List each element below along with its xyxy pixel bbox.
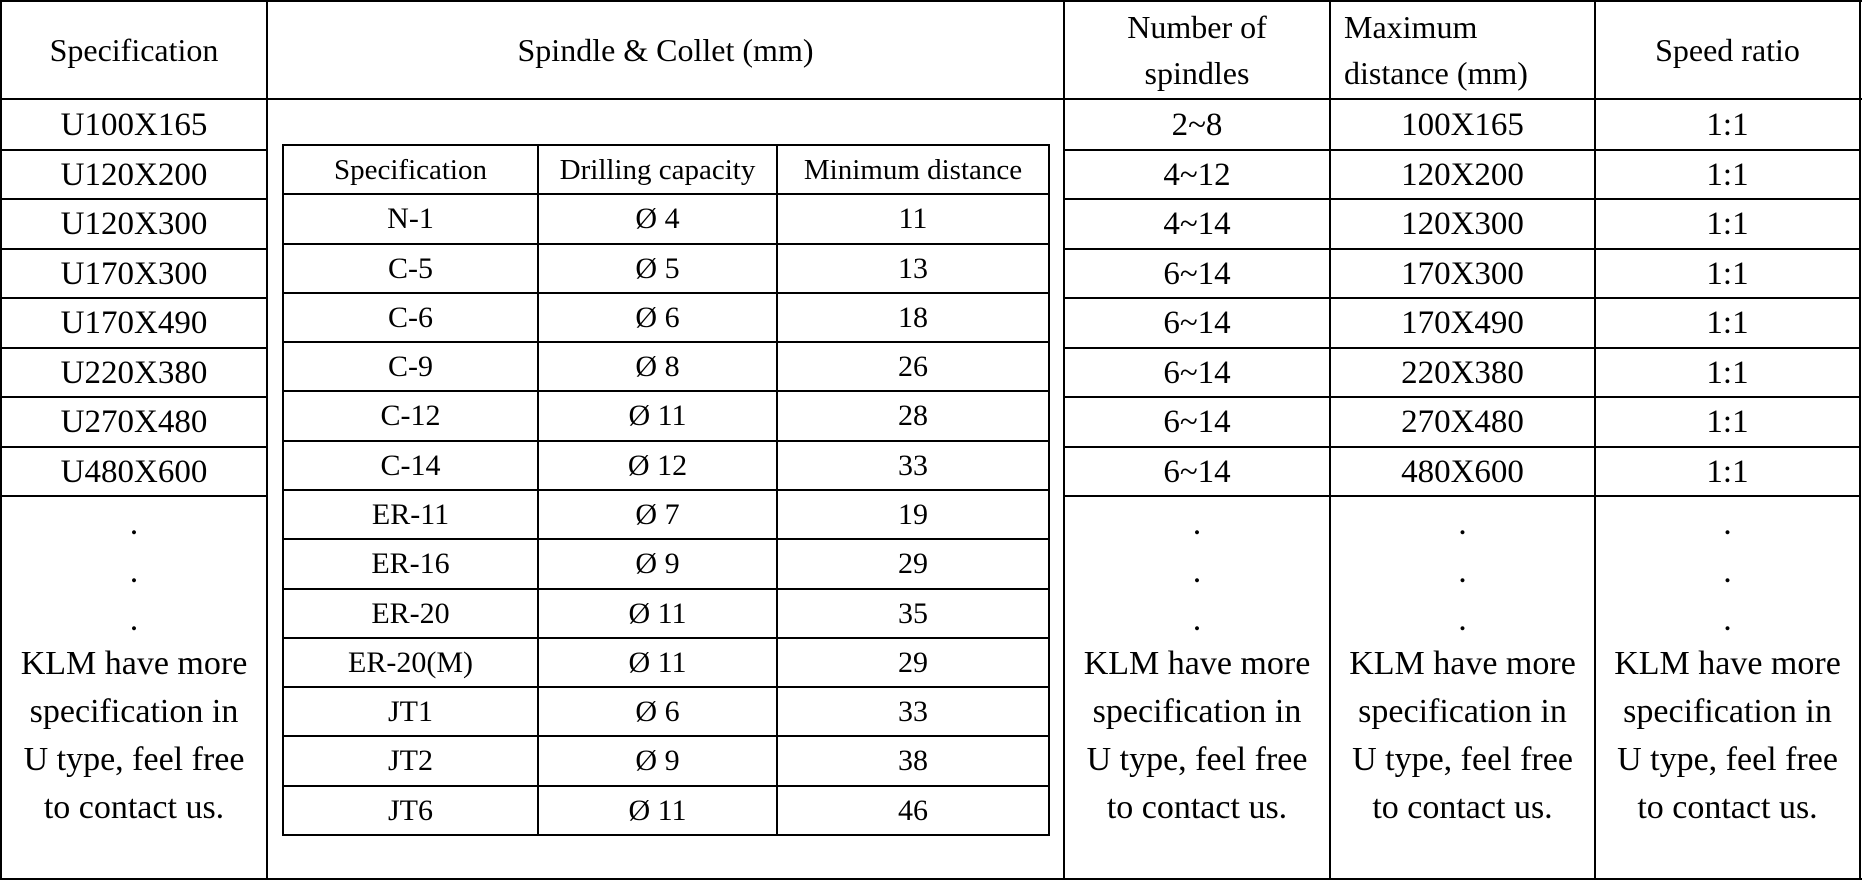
collet-cell-spec: C-5 xyxy=(388,251,433,285)
collet-cell-spec: JT2 xyxy=(388,743,433,777)
collet-cell-spec: JT6 xyxy=(388,793,433,827)
collet-cell-drilling: Ø 9 xyxy=(635,546,680,580)
header-specification: Specification xyxy=(49,32,219,68)
collet-cell-min: 18 xyxy=(898,300,928,334)
note-line1: KLM have more xyxy=(1614,645,1841,682)
ellipsis-dot: . xyxy=(1458,601,1467,638)
table-cell-distance: 120X300 xyxy=(1401,206,1524,242)
collet-cell-min: 46 xyxy=(898,793,928,827)
note-line3: U type, feel free xyxy=(1086,741,1308,778)
table-cell-ratio: 1:1 xyxy=(1706,256,1749,292)
collet-cell-drilling: Ø 11 xyxy=(628,793,687,827)
ellipsis-dot: . xyxy=(1723,505,1732,542)
table-cell-ratio: 1:1 xyxy=(1706,206,1749,242)
collet-cell-min: 38 xyxy=(898,743,928,777)
collet-cell-spec: C-12 xyxy=(380,398,441,432)
collet-cell-spec: ER-16 xyxy=(371,546,450,580)
note-line1: KLM have more xyxy=(1083,645,1311,682)
ellipsis-dot: . xyxy=(1192,601,1202,638)
table-cell-ratio: 1:1 xyxy=(1706,404,1749,440)
collet-cell-min: 35 xyxy=(898,596,928,630)
collet-cell-min: 33 xyxy=(898,694,928,728)
table-cell-spec: U120X200 xyxy=(60,157,208,193)
ellipsis-dot: . xyxy=(129,601,139,638)
collet-cell-spec: ER-11 xyxy=(371,497,450,531)
table-cell-spec: U100X165 xyxy=(60,107,208,143)
table-cell-spindles: 6~14 xyxy=(1163,355,1231,391)
collet-cell-spec: JT1 xyxy=(388,694,433,728)
ellipsis-dot: . xyxy=(129,505,139,542)
note-line4: to contact us. xyxy=(1372,789,1553,826)
table-cell-ratio: 1:1 xyxy=(1706,107,1749,143)
header-maximum-distance-line2: distance (mm) xyxy=(1344,55,1528,91)
table-cell-spec: U270X480 xyxy=(60,404,208,440)
collet-header-drilling: Drilling capacity xyxy=(559,153,756,186)
collet-cell-spec: N-1 xyxy=(387,201,434,235)
table-cell-spec: U170X300 xyxy=(60,256,208,292)
header-number-of-spindles-line1: Number of xyxy=(1127,9,1267,45)
ellipsis-dot: . xyxy=(1458,505,1467,542)
header-maximum-distance xyxy=(1344,4,1589,96)
collet-cell-min: 33 xyxy=(898,448,928,482)
note-line4: to contact us. xyxy=(1637,789,1818,826)
table-cell-distance: 270X480 xyxy=(1401,404,1524,440)
collet-cell-drilling: Ø 9 xyxy=(635,743,680,777)
note-line1: KLM have more xyxy=(1349,645,1576,682)
collet-border-bottom xyxy=(282,834,1050,836)
collet-cell-min: 28 xyxy=(898,398,928,432)
collet-cell-drilling: Ø 12 xyxy=(627,448,688,482)
header-spindle-collet: Spindle & Collet (mm) xyxy=(517,32,814,68)
collet-cell-min: 29 xyxy=(898,645,928,679)
collet-cell-spec: C-9 xyxy=(388,349,433,383)
collet-cell-drilling: Ø 11 xyxy=(628,645,687,679)
table-cell-distance: 100X165 xyxy=(1401,107,1524,143)
header-speed-ratio: Speed ratio xyxy=(1655,32,1800,68)
note-line3: U type, feel free xyxy=(23,741,245,778)
table-cell-spindles: 6~14 xyxy=(1163,256,1231,292)
table-cell-spec: U170X490 xyxy=(60,305,208,341)
collet-header-spec: Specification xyxy=(333,153,487,186)
note-line1: KLM have more xyxy=(20,645,248,682)
table-cell-spindles: 2~8 xyxy=(1171,107,1223,143)
collet-cell-min: 29 xyxy=(898,546,928,580)
header-number-of-spindles-line2: spindles xyxy=(1144,55,1250,91)
collet-cell-min: 13 xyxy=(898,251,928,285)
collet-cell-drilling: Ø 5 xyxy=(635,251,680,285)
collet-cell-spec: ER-20(M) xyxy=(348,645,473,679)
ellipsis-dot: . xyxy=(1192,553,1202,590)
table-cell-spec: U220X380 xyxy=(60,355,208,391)
collet-cell-min: 19 xyxy=(898,497,928,531)
table-cell-distance: 170X490 xyxy=(1401,305,1524,341)
note-line2: specification in xyxy=(1358,693,1567,730)
collet-cell-drilling: Ø 11 xyxy=(628,596,687,630)
collet-cell-min: 26 xyxy=(898,349,928,383)
note-line4: to contact us. xyxy=(1106,789,1288,826)
ellipsis-dot: . xyxy=(1723,553,1732,590)
ellipsis-dot: . xyxy=(1192,505,1202,542)
table-cell-spindles: 6~14 xyxy=(1163,404,1231,440)
collet-header-min_distance: Minimum distance xyxy=(803,153,1023,186)
note-line2: specification in xyxy=(29,693,239,730)
table-cell-distance: 480X600 xyxy=(1401,454,1524,490)
collet-cell-drilling: Ø 7 xyxy=(635,497,680,531)
ellipsis-dot: . xyxy=(129,553,139,590)
ellipsis-dot: . xyxy=(1723,601,1732,638)
table-cell-spindles: 6~14 xyxy=(1163,305,1231,341)
header-maximum-distance-line1: Maximum xyxy=(1344,9,1478,45)
table-cell-ratio: 1:1 xyxy=(1706,355,1749,391)
table-cell-ratio: 1:1 xyxy=(1706,157,1749,193)
collet-cell-drilling: Ø 6 xyxy=(635,300,680,334)
table-cell-distance: 120X200 xyxy=(1401,157,1524,193)
note-line2: specification in xyxy=(1623,693,1832,730)
collet-cell-drilling: Ø 6 xyxy=(635,694,680,728)
note-line3: U type, feel free xyxy=(1617,741,1838,778)
note-line4: to contact us. xyxy=(43,789,225,826)
collet-cell-min: 11 xyxy=(898,201,928,235)
table-cell-spec: U120X300 xyxy=(60,206,208,242)
col-divider-1 xyxy=(266,0,268,880)
note-line3: U type, feel free xyxy=(1352,741,1573,778)
collet-cell-drilling: Ø 8 xyxy=(635,349,680,383)
table-cell-spindles: 4~14 xyxy=(1163,206,1231,242)
collet-cell-spec: C-14 xyxy=(380,448,441,482)
table-cell-ratio: 1:1 xyxy=(1706,454,1749,490)
table-border-right xyxy=(1859,0,1861,880)
collet-cell-drilling: Ø 4 xyxy=(635,201,680,235)
table-cell-spindles: 4~12 xyxy=(1163,157,1231,193)
collet-cell-drilling: Ø 11 xyxy=(628,398,687,432)
collet-cell-spec: ER-20 xyxy=(371,596,450,630)
table-border-bottom xyxy=(0,878,1862,880)
table-cell-distance: 220X380 xyxy=(1401,355,1524,391)
table-cell-spec: U480X600 xyxy=(60,454,208,490)
table-cell-ratio: 1:1 xyxy=(1706,305,1749,341)
collet-cell-spec: C-6 xyxy=(388,300,433,334)
header-number-of-spindles xyxy=(1065,4,1329,96)
table-cell-spindles: 6~14 xyxy=(1163,454,1231,490)
ellipsis-dot: . xyxy=(1458,553,1467,590)
note-line2: specification in xyxy=(1092,693,1302,730)
table-cell-distance: 170X300 xyxy=(1401,256,1524,292)
